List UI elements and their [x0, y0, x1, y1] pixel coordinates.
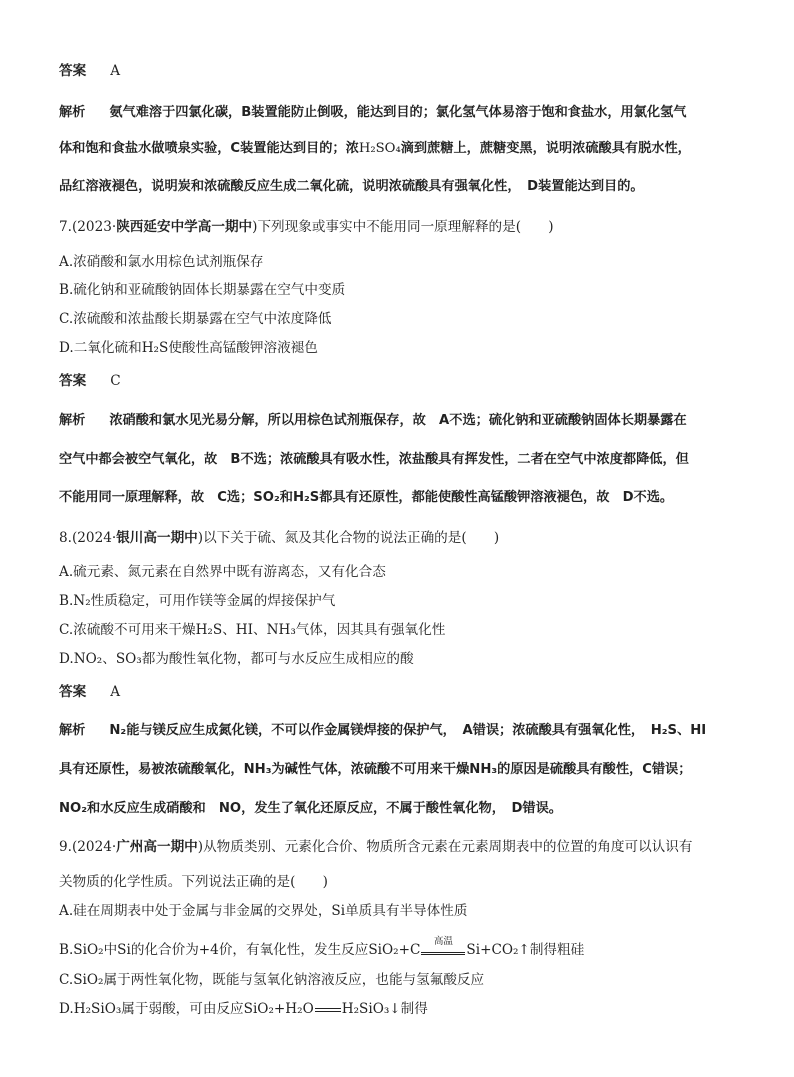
- analysis-label: 解析: [59, 105, 86, 120]
- analysis-line: [59, 488, 754, 508]
- analysis-label: 解析: [59, 413, 86, 428]
- option-text: D.二氧化硫和H₂S使酸性高锰酸钾溶液褪色: [59, 340, 318, 356]
- question-source: 广州高一期中: [116, 839, 198, 855]
- analysis-line: [59, 721, 754, 741]
- option-c: [59, 309, 754, 329]
- option-b: [59, 280, 754, 300]
- option-d: [59, 338, 754, 358]
- option-text: A.硫元素、氮元素在自然界中既有游离态，又有化合态: [59, 564, 386, 580]
- analysis-line: [59, 103, 754, 123]
- reaction-condition-sign: [421, 936, 465, 960]
- option-text: B.N₂性质稳定，可用作镁等金属的焊接保护气: [59, 593, 336, 609]
- analysis-text: 浓硝酸和氯水见光易分解，所以用棕色试剂瓶保存，故 A不选；硫化钠和亚硫酸钠固体长期暴露在: [109, 413, 687, 428]
- question-text: )下列现象或事实中不能用同一原理解释的是( ): [252, 219, 554, 235]
- option-d: [59, 999, 754, 1019]
- analysis-label: 解析: [59, 723, 86, 738]
- answer-label: 答案: [59, 373, 87, 389]
- option-text: H₂SiO₃↓制得: [341, 1001, 428, 1017]
- answer-label: 答案: [59, 63, 87, 79]
- option-a: [59, 562, 754, 582]
- option-text: Si+CO₂↑制得粗硅: [466, 942, 585, 958]
- analysis-line: [59, 450, 754, 470]
- option-text: C.SiO₂属于两性氧化物，既能与氢氧化钠溶液反应，也能与氢氟酸反应: [59, 972, 485, 988]
- option-text: D.NO₂、SO₃都为酸性氧化物，都可与水反应生成相应的酸: [59, 651, 414, 667]
- question-source: 银川高一期中: [116, 530, 198, 546]
- option-text: C.浓硫酸和浓盐酸长期暴露在空气中浓度降低: [59, 311, 332, 327]
- answer-line-q6: [59, 61, 754, 81]
- option-text: B.硫化钠和亚硫酸钠固体长期暴露在空气中变质: [59, 282, 346, 298]
- question-text: )从物质类别、元素化合价、物质所含元素在元素周期表中的位置的角度可以认识有: [197, 839, 693, 855]
- question-stem-continued: [59, 872, 754, 892]
- analysis-line: [59, 760, 754, 780]
- analysis-text: 滴到蔗糖上，蔗糖变黑，说明浓硫酸具有脱水性，: [400, 141, 691, 156]
- analysis-line: [59, 177, 754, 197]
- option-text: A.硅在周期表中处于金属与非金属的交界处，Si单质具有半导体性质: [59, 903, 468, 919]
- analysis-text: NO₂和水反应生成硝酸和 NO，发生了氧化还原反应，不属于酸性氧化物， D错误。: [59, 801, 562, 816]
- option-b: [59, 936, 754, 960]
- answer-value: A: [110, 63, 121, 79]
- analysis-line: [59, 799, 754, 819]
- option-d: [59, 649, 754, 669]
- analysis-line: [59, 139, 754, 159]
- question-number: 8.(2024·: [59, 530, 117, 546]
- reaction-condition-label: 高温: [433, 936, 453, 947]
- option-c: [59, 620, 754, 640]
- option-text: B.SiO₂中Si的化合价为+4价，有氧化性，发生反应SiO₂+C: [59, 942, 421, 958]
- question-stem-q7: [59, 217, 754, 237]
- analysis-text: N₂能与镁反应生成氮化镁，不可以作金属镁焊接的保护气， A错误；浓硫酸具有强氧化性， H₂S、HI: [109, 723, 707, 738]
- analysis-text: 空气中都会被空气氧化，故 B不选；浓硫酸具有吸水性，浓盐酸具有挥发性，二者在空气中浓度都降低，但: [59, 452, 689, 467]
- question-number: 7.(2023·: [59, 219, 117, 235]
- analysis-text: 不能用同一原理解释，故 C选；SO₂和H₂S都具有还原性，都能使酸性高锰酸钾溶液褪色，故 D不选。: [59, 490, 674, 505]
- option-c: [59, 970, 754, 990]
- analysis-text: 品红溶液褪色，说明炭和浓硫酸反应生成二氧化硫，说明浓硫酸具有强氧化性， D装置能达到目的。: [59, 179, 644, 194]
- answer-value: C: [110, 373, 121, 389]
- option-a: [59, 252, 754, 272]
- option-a: [59, 901, 754, 921]
- answer-line-q7: [59, 371, 754, 391]
- formula-h2so4: H₂SO₄: [358, 141, 401, 156]
- analysis-line: [59, 411, 754, 431]
- option-text: A.浓硝酸和氯水用棕色试剂瓶保存: [59, 254, 264, 270]
- option-b: [59, 591, 754, 611]
- equals-sign: [315, 999, 341, 1019]
- option-text: D.H₂SiO₃属于弱酸，可由反应SiO₂+H₂O: [59, 1001, 314, 1017]
- option-text: C.浓硫酸不可用来干燥H₂S、HI、NH₃气体，因其具有强氧化性: [59, 622, 446, 638]
- question-number: 9.(2024·: [59, 839, 117, 855]
- answer-label: 答案: [59, 684, 87, 700]
- analysis-text: 体和饱和食盐水做喷泉实验，C装置能达到目的；浓: [59, 141, 359, 156]
- answer-line-q8: [59, 682, 754, 702]
- question-stem-q8: [59, 528, 754, 548]
- analysis-text: 氨气难溶于四氯化碳，B装置能防止倒吸，能达到目的；氯化氢气体易溶于饱和食盐水，用氯化氢气: [109, 105, 687, 120]
- answer-value: A: [110, 684, 121, 700]
- question-text: 关物质的化学性质。下列说法正确的是( ): [59, 874, 328, 890]
- question-source: 陕西延安中学高一期中: [116, 219, 253, 235]
- question-text: )以下关于硫、氮及其化合物的说法正确的是( ): [197, 530, 500, 546]
- analysis-text: 具有还原性，易被浓硫酸氧化，NH₃为碱性气体，浓硫酸不可用来干燥NH₃的原因是硫酸具有酸性，C错误；: [59, 762, 692, 777]
- question-stem-q9: [59, 837, 754, 857]
